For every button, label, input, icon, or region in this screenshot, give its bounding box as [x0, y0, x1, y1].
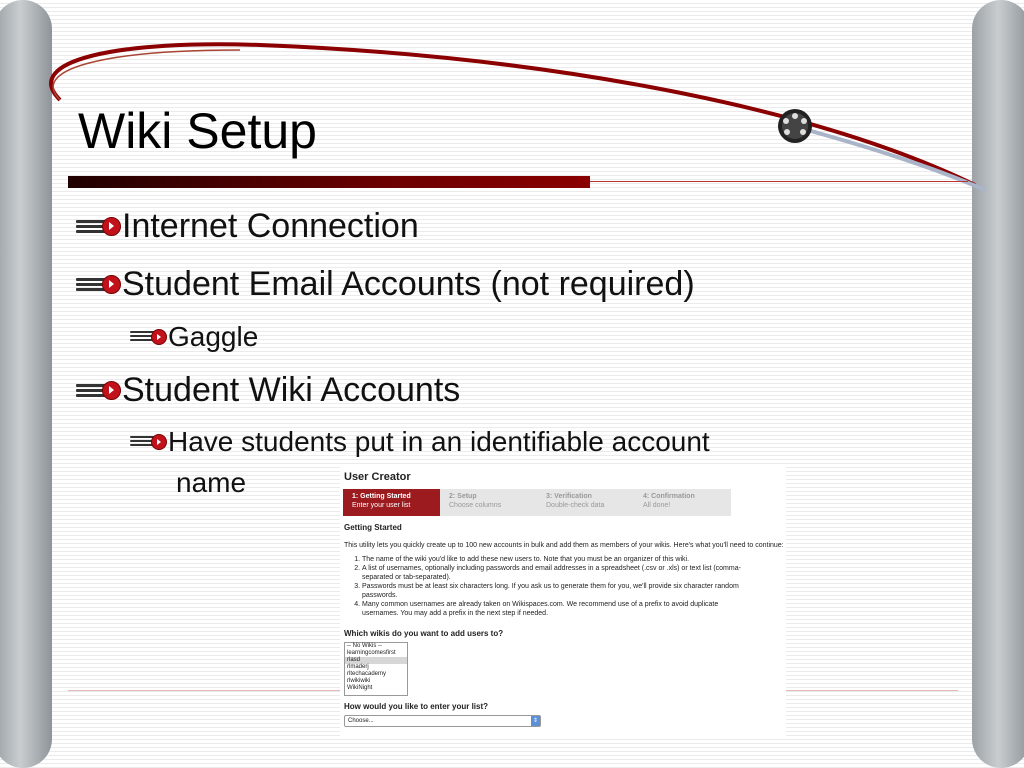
- list-item: 4. Many common usernames are already taken on Wikispaces.com. We recommend use of a prefix to avoid duplicate usernames. You may add a prefix in the next step if needed.: [362, 600, 742, 618]
- bullet-text: Student Wiki Accounts: [122, 371, 461, 409]
- wiki-option[interactable]: -- No Wikis --: [347, 643, 382, 649]
- wikis-question: Which wikis do you want to add users to?: [344, 629, 504, 638]
- requirements-list: [344, 555, 742, 618]
- step-confirmation: [634, 489, 731, 516]
- list-item: 1. The name of the wiki you'd like to add these new users to. Note that you must be an organizer of this wiki.: [362, 555, 742, 564]
- list-item: 2. A list of usernames, optionally including passwords and email addresses in a spreadsheet (.csv or .xls) or text list (comma-separated or tab-separated).: [362, 564, 742, 582]
- wizard-steps: [343, 489, 731, 516]
- wiki-option[interactable]: learningcomesfirst: [347, 650, 396, 656]
- bullet-arrow-icon: [76, 216, 122, 238]
- step-verification: [537, 489, 634, 516]
- wiki-option-selected[interactable]: rlasd: [345, 657, 407, 664]
- step-title: 4: Confirmation: [643, 493, 695, 500]
- section-title: Getting Started: [344, 523, 402, 532]
- bullet-arrow-icon: [130, 328, 168, 346]
- step-subtitle: Double-check data: [546, 502, 605, 509]
- bullet-text: Gaggle: [168, 321, 259, 352]
- bullet-item: [76, 265, 695, 304]
- step-subtitle: Enter your user list: [352, 502, 411, 509]
- entry-method-select[interactable]: [344, 715, 541, 727]
- step-subtitle: Choose columns: [449, 502, 502, 509]
- select-value: Choose...: [348, 718, 374, 724]
- entry-question: How would you like to enter your list?: [344, 702, 489, 711]
- step-getting-started: [343, 489, 440, 516]
- bullet-item: [76, 371, 460, 410]
- step-title: 2: Setup: [449, 493, 477, 500]
- intro-text: This utility lets you quickly create up to 100 new accounts in bulk and add them as members of your wikis. Here's what you'll need to continue:: [344, 542, 784, 549]
- bullet-text: Internet Connection: [122, 207, 419, 245]
- list-item: 3. Passwords must be at least six characters long. If you ask us to generate them for you, we'll provide six character random passwords.: [362, 582, 742, 600]
- sub-bullet-item: [130, 321, 258, 353]
- bullet-text: name: [176, 467, 247, 498]
- bullet-arrow-icon: [76, 380, 122, 402]
- wiki-option[interactable]: rlmaderj: [347, 664, 369, 670]
- bullet-text: Student Email Accounts (not required): [122, 265, 695, 303]
- step-title: 1: Getting Started: [352, 493, 411, 500]
- bullet-arrow-icon: [76, 274, 122, 296]
- screenshot-heading: User Creator: [344, 471, 411, 483]
- step-subtitle: All done!: [643, 502, 671, 509]
- bullet-text: Have students put in an identifiable account: [168, 426, 710, 457]
- wikis-listbox[interactable]: [344, 642, 408, 696]
- bullet-item: [76, 207, 419, 246]
- bullet-arrow-icon: [130, 433, 168, 451]
- wiki-option[interactable]: rltechacademy: [347, 671, 387, 677]
- wiki-option[interactable]: WikiNight: [347, 685, 373, 691]
- user-creator-screenshot: [340, 466, 786, 736]
- step-setup: [440, 489, 537, 516]
- sub-bullet-item: [130, 426, 710, 458]
- step-title: 3: Verification: [546, 493, 592, 500]
- select-arrows-icon: ⇕: [532, 718, 539, 724]
- slide-title: Wiki Setup: [78, 103, 317, 159]
- wiki-option[interactable]: rlwikiwiki: [347, 678, 371, 684]
- sub-bullet-continuation: [176, 467, 246, 499]
